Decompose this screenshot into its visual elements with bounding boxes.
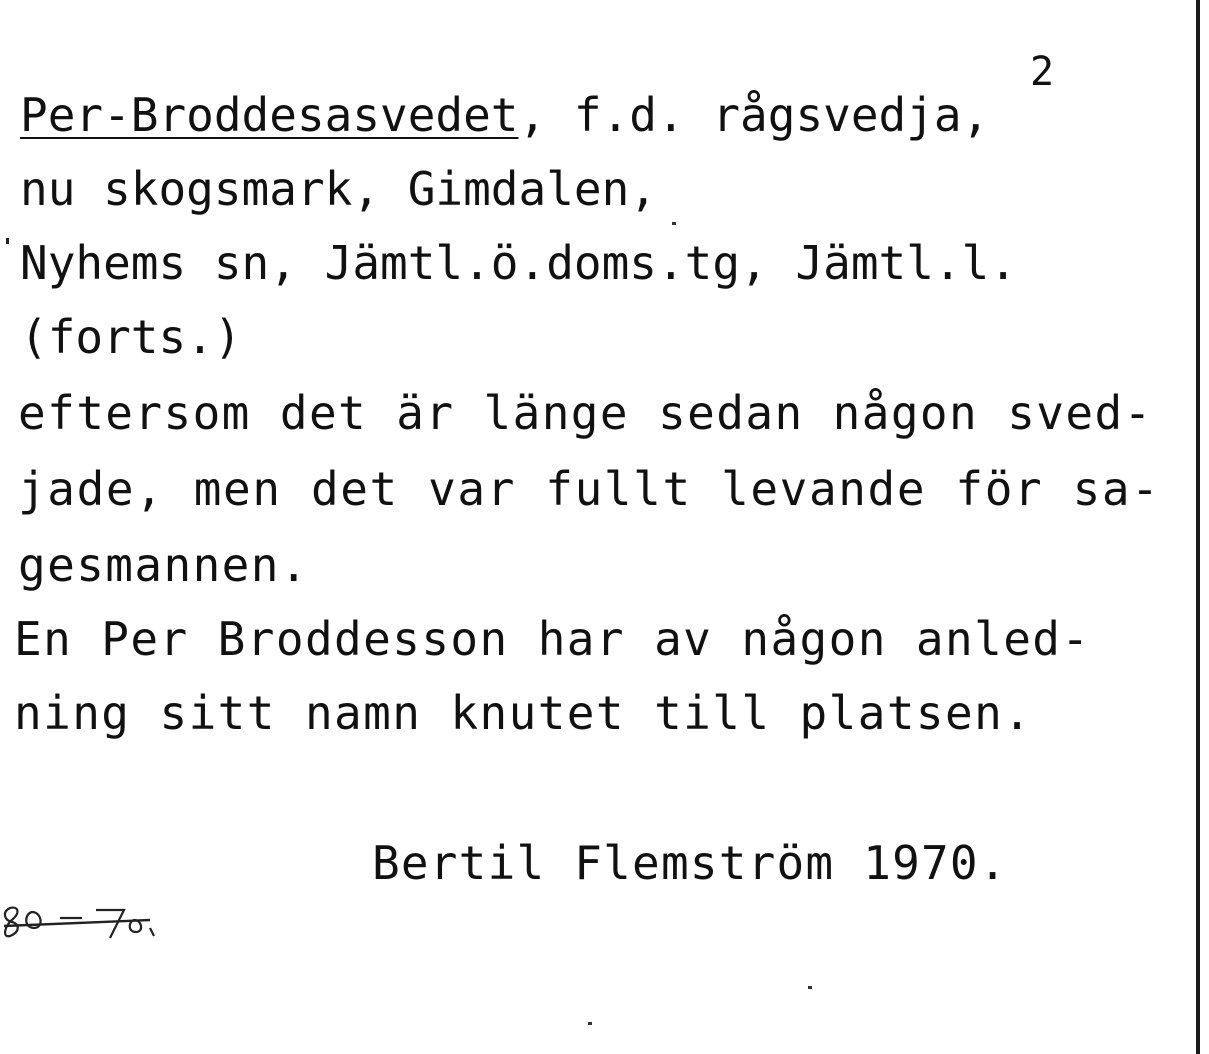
handwritten-note-drawing (0, 896, 170, 956)
speck-mark-3 (588, 1022, 592, 1025)
body-line-3: gesmannen. (18, 538, 309, 592)
margin-tick-mark (6, 238, 9, 244)
heading-line-2: nu skogsmark, Gimdalen, (20, 162, 657, 216)
heading-line-4: (forts.) (20, 310, 242, 364)
body-line-4: En Per Broddesson har av någon anled- (14, 612, 1091, 666)
body-line-2: jade, men det var fullt levande för sa- (18, 462, 1161, 516)
place-name-title: Per-Broddesasvedet (20, 88, 519, 142)
card-right-border (1196, 0, 1200, 1054)
heading-line-3: Nyhems sn, Jämtl.ö.doms.tg, Jämtl.l. (20, 236, 1017, 290)
handwritten-crossed-note (0, 896, 170, 960)
body-line-5: ning sitt namn knutet till platsen. (14, 686, 1033, 740)
speck-mark-2 (808, 986, 812, 989)
body-line-1: eftersom det är länge sedan någon sved- (18, 386, 1153, 440)
heading-line-1-rest: , f.d. rågsvedja, (518, 88, 990, 142)
heading-line-1 (20, 88, 990, 142)
signature-line: Bertil Flemström 1970. (372, 836, 1008, 890)
page-number: 2 (1030, 49, 1055, 95)
speck-mark-1 (672, 222, 676, 225)
